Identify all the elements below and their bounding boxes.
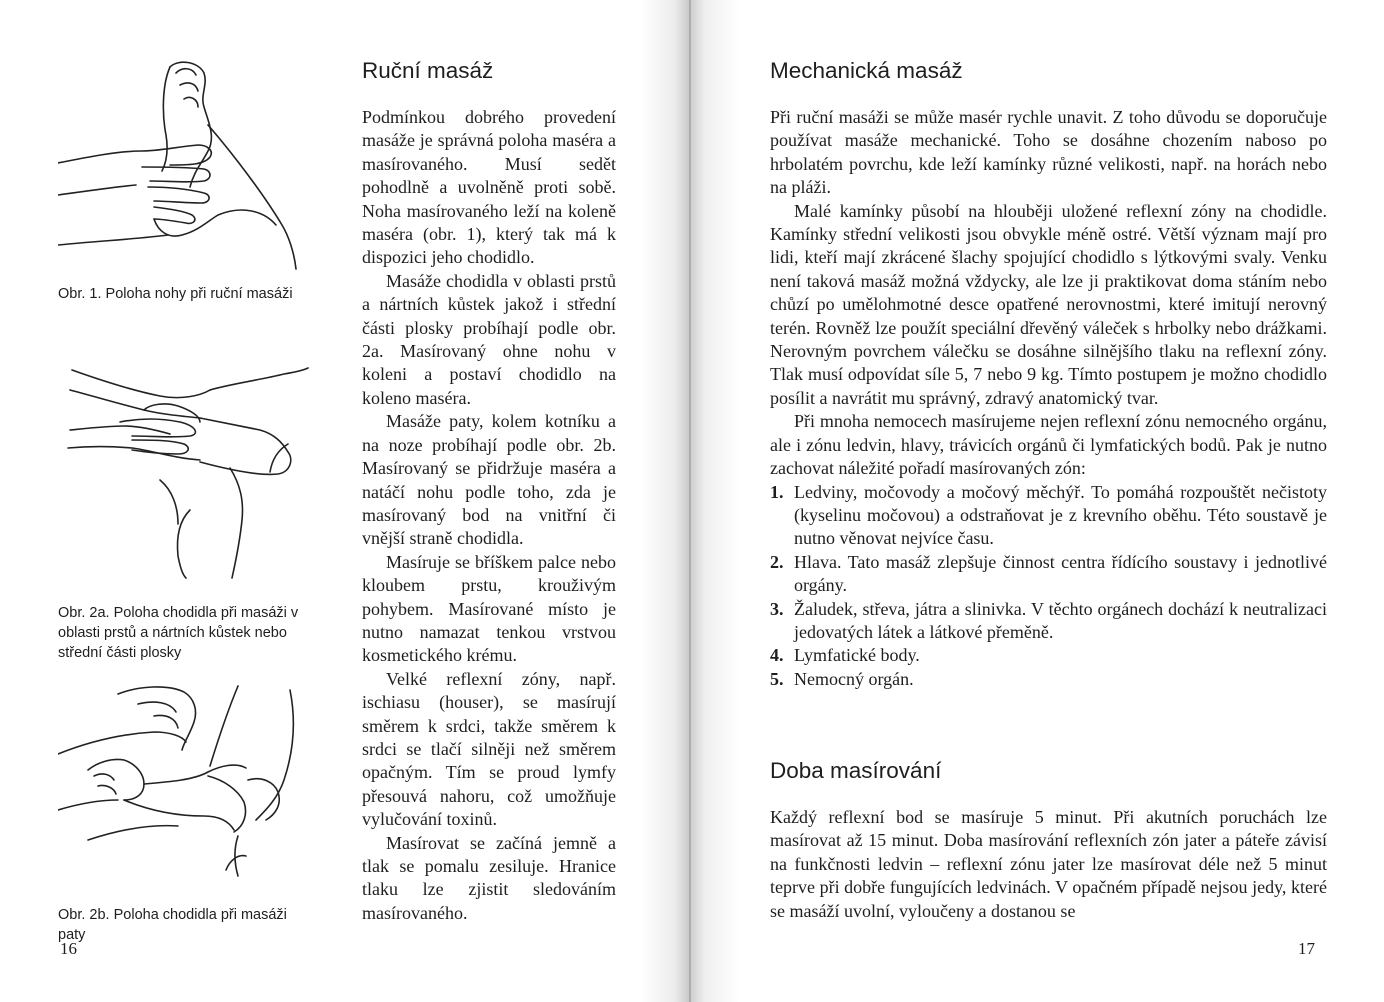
numbered-list xyxy=(770,481,1327,692)
list-text: Hlava. Tato masáž zlepšuje činnost centra řídícího soustavy i jednotlivé orgány. xyxy=(794,551,1327,596)
list-item xyxy=(770,668,1327,691)
paragraph: Masáže chodidla v oblasti prstů a nártních kůstek jakož i střední části plosky probíhají podle obr. 2a. Masírovaný ohne nohu v koleni a postaví chodidlo na koleno maséra. xyxy=(362,270,616,408)
list-item xyxy=(770,551,1327,598)
paragraph: Malé kamínky působí na hlouběji uložené reflexní zóny na chodidle. Kamínky střední velikosti jsou obvykle méně ostré. Větší význam mají pro lidi, kteří mají zkrácené šlachy spojující chodidlo s lýtkovými svaly. Venku není taková masáž možná vždycky, ale lze ji praktikovat doma stáním nebo chůzí po umělohmotné desce opatřené nerovnostmi, které imitují nerovný terén. Rovněž lze použít speciální dřevěný váleček s hrbolky nebo drážkami. Nerovným povrchem válečku se dosáhne silnějšího tlaku na reflexní zóny. Tlak musí odpovídat síle 5, 7 nebo 9 kg. Tímto postupem je možno chodidlo posílit a navrátit mu správný, zdravý anatomický tvar. xyxy=(770,200,1327,408)
paragraph: Masírovat se začíná jemně a tlak se pomalu zesiluje. Hranice tlaku lze zjistit sledováním masírovaného. xyxy=(362,832,616,923)
paragraph: Masíruje se bříškem palce nebo kloubem prstu, krouživým pohybem. Masírované místo je nutno namazat tenkou vrstvou kosmetického krému. xyxy=(362,551,616,666)
list-number: 2. xyxy=(770,551,784,572)
list-text: Žaludek, střeva, játra a slinivka. V těchto orgánech dochází k neutralizaci jedovatých látek a látkové přeměně. xyxy=(794,598,1327,642)
list-item xyxy=(770,481,1327,551)
list-number: 4. xyxy=(770,645,784,666)
left-body-text xyxy=(362,106,616,925)
list-item xyxy=(770,644,1327,667)
paragraph: Každý reflexní bod se masíruje 5 minut. Při akutních poruchách lze masírovat až 15 minut. Doba masírování reflexních zón jater a páteře závisí na funkčnosti ledvin – reflexní zónu jater lze masírovat déle než 5 minut teprve při dobře fungujících ledvinách. V opačném případě nejsou jedy, které se masáží uvolní, vyloučeny a dostanou se xyxy=(770,807,1327,921)
paragraph: Při mnoha nemocech masírujeme nejen reflexní zónu nemocného orgánu, ale i zónu ledvin, hlavy, trávicích orgánů či lymfatických bodů. Pak je nutno zachovat náležité pořadí masírovaných zón: xyxy=(770,411,1327,479)
section-title-rucni-masaz: Ruční masáž xyxy=(362,58,494,83)
right-page xyxy=(692,0,1384,1002)
page-number-left: 16 xyxy=(60,939,77,958)
paragraph: Velké reflexní zóny, např. ischiasu (houser), se masírují směrem k srdci, takže směrem k srdci se tlačí silněji než směrem opačným. Tím se proud lymfy přesouvá nahoru, což umožňuje vylučování toxinů. xyxy=(362,668,616,830)
figure-2b-caption: Obr. 2b. Poloha chodidla při masáži paty xyxy=(58,907,287,943)
list-text: Ledviny, močovody a močový měchýř. To pomáhá rozpouštět nečistoty (kyselinu močovou) a odstraňovat je z krevního oběhu. Této soustavě je nutno věnovat nejvíce času. xyxy=(794,481,1327,549)
list-number: 3. xyxy=(770,598,784,619)
left-page xyxy=(0,0,690,1002)
section-title-mechanicka-masaz: Mechanická masáž xyxy=(770,58,963,83)
paragraph: Při ruční masáži se může masér rychle unavit. Z toho důvodu se doporučuje používat masáže mechanické. Toho se dosáhne chozením naboso po hrbolatém povrchu, kde leží kamínky různé velikosti, např. na horách nebo na pláži. xyxy=(770,107,1327,198)
section-title-doba-masirovani: Doba masírování xyxy=(770,758,942,783)
page-number-right: 17 xyxy=(1298,939,1315,958)
list-number: 1. xyxy=(770,481,784,502)
right-body-text-2 xyxy=(770,806,1327,923)
list-text: Lymfatické body. xyxy=(794,645,920,666)
paragraph: Podmínkou dobrého provedení masáže je správná poloha maséra a masírovaného. Musí sedět pohodlně a uvolněně proti sobě. Noha masírovaného leží na koleně maséra (obr. 1), který tak má k dispozici jeho chodidlo. xyxy=(362,107,616,268)
figure-1-illustration xyxy=(58,55,308,275)
list-number: 5. xyxy=(770,668,784,689)
figure-1-caption: Obr. 1. Poloha nohy při ruční masáži xyxy=(58,286,293,302)
figure-2a-illustration xyxy=(60,360,310,580)
figure-2a-caption: Obr. 2a. Poloha chodidla při masáži v oblasti prstů a nártních kůstek nebo střední části plosky xyxy=(58,605,299,661)
list-text: Nemocný orgán. xyxy=(794,668,914,689)
right-body-text xyxy=(770,106,1327,691)
list-item xyxy=(770,598,1327,645)
paragraph: Masáže paty, kolem kotníku a na noze probíhají podle obr. 2b. Masírovaný se přidržuje maséra a natáčí nohu podle toho, zda je masírovaný bod na vnitřní či vnější straně chodidla. xyxy=(362,411,616,549)
figure-2b-illustration xyxy=(58,680,308,890)
